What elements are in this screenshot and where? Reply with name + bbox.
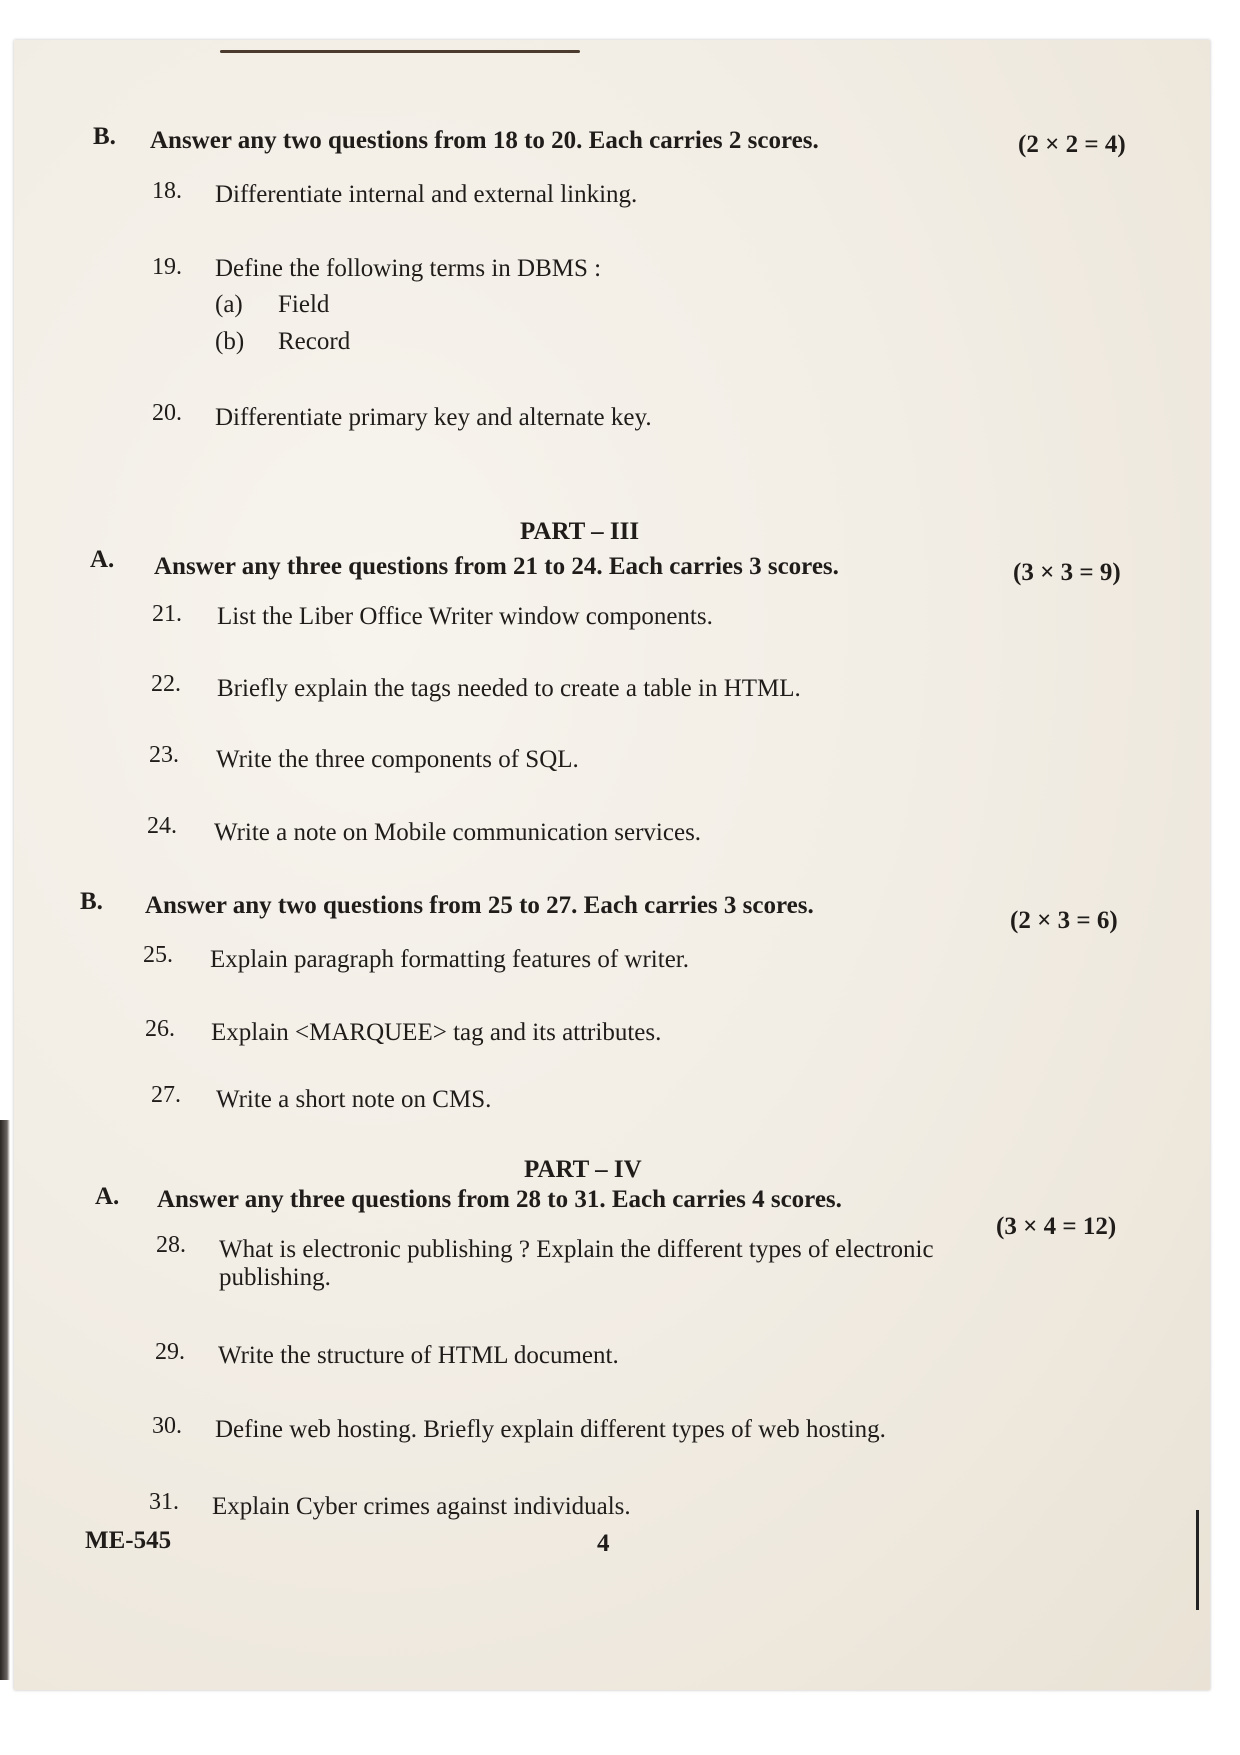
- question-text: Explain Cyber crimes against individuals.: [212, 1493, 631, 1520]
- paper-left-edge-shadow: [0, 1120, 10, 1680]
- section-marks: (2 × 3 = 6): [1010, 907, 1118, 934]
- page-number: 4: [597, 1530, 610, 1557]
- question-number: 29.: [155, 1339, 185, 1365]
- paper-top-edge-shadow: [220, 50, 580, 53]
- question-text: Define web hosting. Briefly explain different types of web hosting.: [215, 1416, 886, 1443]
- question-text-continued: publishing.: [219, 1264, 331, 1291]
- question-number: 20.: [152, 400, 182, 426]
- question-text: Write a short note on CMS.: [216, 1086, 492, 1113]
- question-text: Write the three components of SQL.: [216, 746, 579, 773]
- question-number: 24.: [147, 813, 177, 839]
- question-number: 21.: [152, 601, 182, 627]
- paper-right-edge-mark: [1196, 1510, 1199, 1610]
- question-text: Differentiate primary key and alternate key.: [215, 404, 652, 431]
- question-text: Write the structure of HTML document.: [218, 1342, 619, 1369]
- question-text: Write a note on Mobile communication services.: [214, 819, 702, 846]
- section-letter: B.: [80, 888, 103, 915]
- section-letter: A.: [95, 1183, 120, 1210]
- question-text: Briefly explain the tags needed to create a table in HTML.: [217, 675, 801, 702]
- section-marks: (2 × 2 = 4): [1018, 131, 1126, 158]
- question-number: 31.: [149, 1489, 179, 1515]
- question-number: 18.: [152, 178, 182, 204]
- question-number: 22.: [151, 671, 181, 697]
- section-instruction: Answer any three questions from 21 to 24. Each carries 3 scores.: [154, 553, 839, 580]
- question-number: 23.: [149, 742, 179, 768]
- section-marks: (3 × 3 = 9): [1013, 559, 1121, 586]
- section-marks: (3 × 4 = 12): [996, 1213, 1117, 1240]
- question-number: 19.: [152, 254, 182, 280]
- paper-code: ME-545: [85, 1527, 172, 1554]
- section-instruction: Answer any two questions from 25 to 27. Each carries 3 scores.: [145, 892, 814, 919]
- question-text: List the Liber Office Writer window components.: [217, 603, 713, 630]
- question-text: Define the following terms in DBMS :: [215, 255, 602, 282]
- question-number: 26.: [145, 1016, 175, 1042]
- question-text: What is electronic publishing ? Explain the different types of electronic: [219, 1236, 934, 1263]
- question-text: Explain paragraph formatting features of writer.: [210, 946, 689, 973]
- section-instruction: Answer any two questions from 18 to 20. Each carries 2 scores.: [150, 127, 819, 154]
- question-number: 28.: [156, 1232, 186, 1258]
- section-instruction: Answer any three questions from 28 to 31. Each carries 4 scores.: [157, 1186, 842, 1213]
- question-text: Differentiate internal and external linking.: [215, 181, 638, 208]
- section-letter: A.: [90, 546, 115, 573]
- sub-question-text: Record: [278, 328, 351, 355]
- part-heading: PART – III: [520, 518, 640, 545]
- question-number: 25.: [143, 942, 173, 968]
- question-number: 30.: [152, 1413, 182, 1439]
- part-heading: PART – IV: [524, 1156, 642, 1183]
- question-text: Explain <MARQUEE> tag and its attributes.: [211, 1019, 662, 1046]
- sub-question-label: (a): [215, 291, 243, 318]
- sub-question-text: Field: [278, 291, 330, 318]
- question-number: 27.: [151, 1082, 181, 1108]
- section-letter: B.: [93, 123, 116, 150]
- sub-question-label: (b): [215, 328, 245, 355]
